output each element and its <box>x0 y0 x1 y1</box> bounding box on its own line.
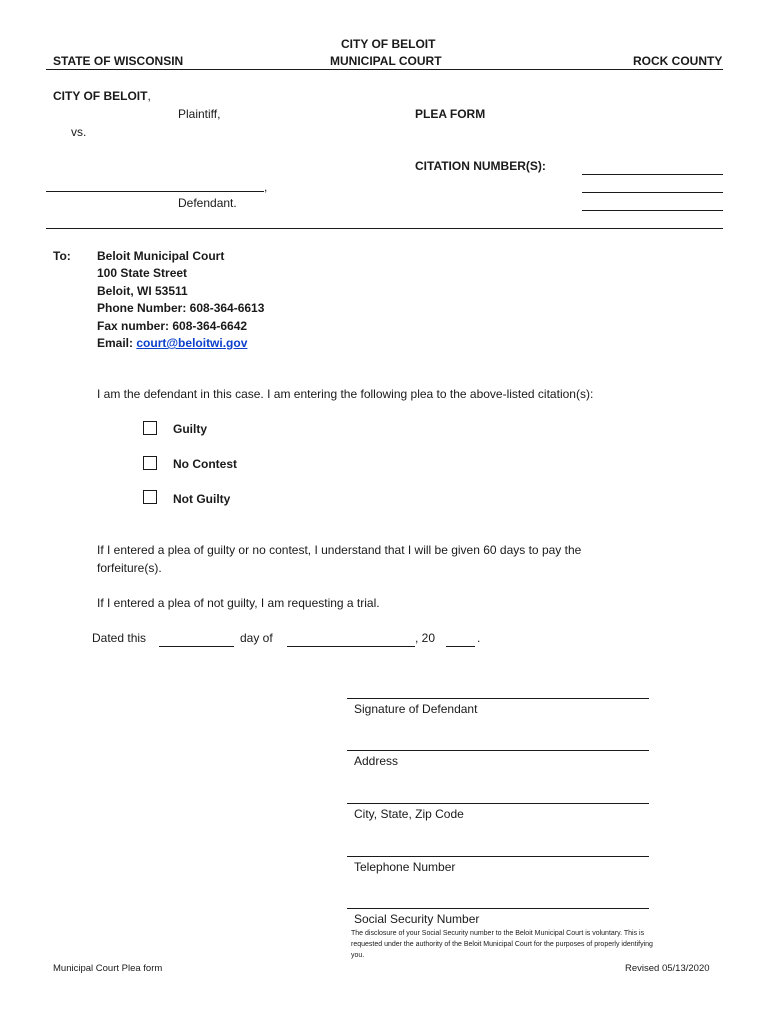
footer-revision: Revised 05/13/2020 <box>625 963 710 974</box>
day-blank[interactable] <box>159 646 234 647</box>
to-label: To: <box>53 249 71 263</box>
dated-prefix: Dated this <box>92 631 147 645</box>
citation-line-1[interactable] <box>582 174 723 175</box>
plaintiff-name: CITY OF BELOIT <box>53 89 148 103</box>
city-state-zip-line[interactable] <box>347 803 649 804</box>
plaintiff-label: Plaintiff, <box>178 107 221 121</box>
guilty-option-label: Guilty <box>173 422 208 436</box>
year-prefix: , 20 <box>415 631 436 645</box>
ssn-line[interactable] <box>347 908 649 909</box>
guilty-note-line2: forfeiture(s). <box>97 561 162 575</box>
month-blank[interactable] <box>287 646 415 647</box>
dated-period: . <box>477 631 481 645</box>
plaintiff-comma: , <box>147 89 151 103</box>
ssn-disclaimer-line2: requested under the authority of the Beloit Municipal Court for the purposes of properly identifying <box>351 941 653 948</box>
ssn-label: Social Security Number <box>354 912 480 926</box>
county-label: ROCK COUNTY <box>633 54 723 68</box>
defendant-comma: , <box>264 180 268 194</box>
signature-label: Signature of Defendant <box>354 702 478 716</box>
plaintiff-name-line <box>53 89 151 103</box>
court-address-name: Beloit Municipal Court <box>97 249 225 263</box>
telephone-line[interactable] <box>347 856 649 857</box>
ssn-disclaimer-line3: you. <box>351 952 365 959</box>
address-line[interactable] <box>347 750 649 751</box>
not-guilty-note: If I entered a plea of not guilty, I am requesting a trial. <box>97 596 380 610</box>
header-rule <box>46 69 723 70</box>
court-phone: Phone Number: 608-364-6613 <box>97 301 265 315</box>
court-email-line <box>97 336 247 350</box>
citation-line-3[interactable] <box>582 210 723 211</box>
email-link[interactable]: court@beloitwi.gov <box>136 336 248 350</box>
guilty-checkbox[interactable] <box>143 421 157 435</box>
court-city: CITY OF BELOIT <box>341 37 436 51</box>
no-contest-checkbox[interactable] <box>143 456 157 470</box>
defendant-label: Defendant. <box>178 196 237 210</box>
email-label: Email: <box>97 336 134 350</box>
day-of-label: day of <box>240 631 273 645</box>
court-name: MUNICIPAL COURT <box>330 54 442 68</box>
guilty-note-line1: If I entered a plea of guilty or no contest, I understand that I will be given 60 days to pay the <box>97 543 582 557</box>
plea-intro: I am the defendant in this case. I am entering the following plea to the above-listed citation(s): <box>97 387 594 401</box>
court-address-city: Beloit, WI 53511 <box>97 284 188 298</box>
city-state-zip-label: City, State, Zip Code <box>354 807 464 821</box>
citation-label: CITATION NUMBER(S): <box>415 159 546 173</box>
versus-label: vs. <box>71 125 87 139</box>
citation-line-2[interactable] <box>582 192 723 193</box>
footer-form-name: Municipal Court Plea form <box>53 963 163 974</box>
caption-rule <box>46 228 723 229</box>
state-label: STATE OF WISCONSIN <box>53 54 184 68</box>
ssn-disclaimer-line1: The disclosure of your Social Security number to the Beloit Municipal Court is voluntary. This is <box>351 930 645 937</box>
signature-line[interactable] <box>347 698 649 699</box>
not-guilty-option-label: Not Guilty <box>173 492 231 506</box>
not-guilty-checkbox[interactable] <box>143 490 157 504</box>
court-fax: Fax number: 608-364-6642 <box>97 319 248 333</box>
telephone-label: Telephone Number <box>354 860 456 874</box>
year-blank[interactable] <box>446 646 475 647</box>
no-contest-option-label: No Contest <box>173 457 237 471</box>
address-label: Address <box>354 754 399 768</box>
form-title: PLEA FORM <box>415 107 486 121</box>
court-address-street: 100 State Street <box>97 266 188 280</box>
defendant-name-line[interactable] <box>46 191 264 192</box>
